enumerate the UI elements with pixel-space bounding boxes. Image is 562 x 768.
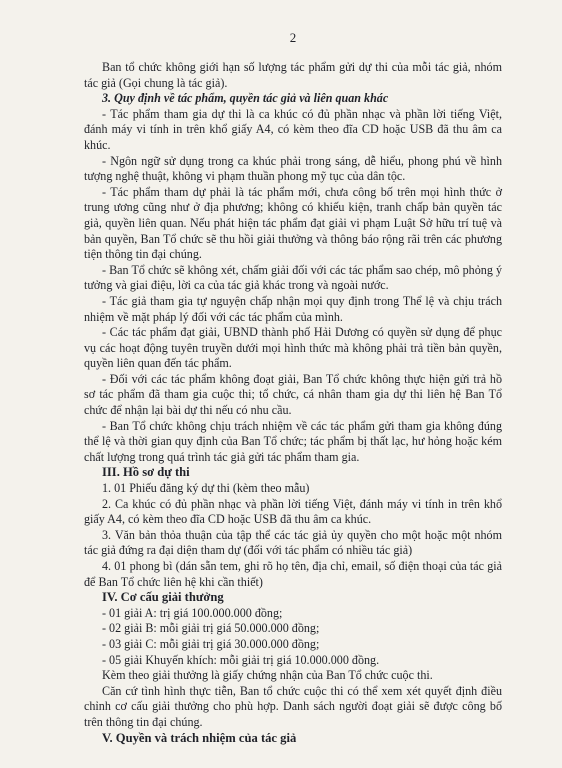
paragraph: - Tác phẩm tham gia dự thi là ca khúc có đủ phần nhạc và phần lời tiếng Việt, đánh máy vi tính in trên khổ giấy A4, có kèm theo đĩa CD hoặc USB đã thu âm ca khúc.: [84, 106, 502, 152]
paragraph: - Tác phẩm tham dự phải là tác phẩm mới, chưa công bố trên mọi hình thức ở trung ương cũng như ở địa phương; không có khiếu kiện, tranh chấp bản quyền tác giả, quyền liên quan. Nếu phát hiện tác phẩm đạt giải vi phạm Luật Sở hữu trí tuệ và bản quyền, Ban Tổ chức sẽ thu hồi giải thưởng và thông báo rộng rãi trên các phương tiện thông tin đại chúng.: [84, 184, 502, 262]
paragraph: 3. Văn bản thỏa thuận của tập thể các tác giả ủy quyền cho một hoặc một nhóm tác giả đứng ra đại diện tham dự (đối với tác phẩm có nhiều tác giả): [84, 527, 502, 558]
paragraph: - Đối với các tác phẩm không đoạt giải, Ban Tổ chức không thực hiện gửi trả hồ sơ tác phẩm đã tham gia cuộc thi; tổ chức, cá nhân tham gia dự thi liên hệ Ban Tổ chức để nhận lại bài dự thi nếu có nhu cầu.: [84, 371, 502, 418]
paragraph: Căn cứ tình hình thực tiễn, Ban tổ chức cuộc thi có thể xem xét quyết định điều chỉnh cơ cấu giải thưởng cho phù hợp. Danh sách người đoạt giải sẽ được công bố trên thông tin đại chúng.: [84, 683, 502, 729]
list-item: - 02 giải B: mỗi giải trị giá 50.000.000 đồng;: [102, 621, 320, 636]
paragraph: 4. 01 phong bì (dán sẵn tem, ghi rõ họ tên, địa chỉ, email, số điện thoại của tác giả để Ban Tổ chức liên hệ khi cần thiết): [84, 559, 502, 589]
list-item: - 01 giải A: trị giá 100.000.000 đồng;: [102, 605, 283, 620]
subsection-heading: 3. Quy định về tác phẩm, quyền tác giả và liên quan khác: [102, 91, 389, 106]
paragraph: - Tác giả tham gia tự nguyện chấp nhận mọi quy định trong Thể lệ và chịu trách nhiệm về mặt pháp lý đối với các tác phẩm của mình.: [84, 293, 502, 324]
paragraph: - Ban Tổ chức sẽ không xét, chấm giải đối với các tác phẩm sao chép, mô phỏng ý tưởng và giai điệu, lời ca của tác giả khác trong và ngoài nước.: [84, 262, 502, 293]
paragraph: Ban tổ chức không giới hạn số lượng tác phẩm gửi dự thi của mỗi tác giả, nhóm tác giả (Gọi chung là tác giả).: [84, 60, 502, 90]
list-item: - 05 giải Khuyến khích: mỗi giải trị giá 10.000.000 đồng.: [102, 652, 380, 667]
section-heading: V. Quyền và trách nhiệm của tác giả: [102, 730, 297, 745]
document-body: [84, 60, 502, 746]
section-heading: IV. Cơ cấu giải thưởng: [102, 590, 224, 605]
section-heading: III. Hồ sơ dự thi: [102, 465, 190, 480]
paragraph: 2. Ca khúc có đủ phần nhạc và phần lời tiếng Việt, đánh máy vi tính in trên khổ giấy A4, có kèm theo đĩa CD hoặc USB đã thu âm ca khúc.: [84, 496, 502, 527]
paragraph: - Ban Tổ chức không chịu trách nhiệm về các tác phẩm gửi tham gia không đúng thể lệ và thời gian quy định của Ban Tổ chức; tác phẩm bị thất lạc, hư hỏng hoặc kém chất lượng trong quá trình tác giả gửi tác phẩm tham gia.: [84, 418, 502, 464]
list-item: - 03 giải C: mỗi giải trị giá 30.000.000 đồng;: [102, 636, 320, 651]
page-number: 2: [289, 30, 297, 45]
paragraph: - Các tác phẩm đạt giải, UBND thành phố Hải Dương có quyền sử dụng để phục vụ các hoạt động tuyên truyền dưới mọi hình thức mà không phải trả tiền bản quyền, quyền liên quan đến tác phẩm.: [84, 325, 502, 371]
paragraph: 1. 01 Phiếu đăng ký dự thi (kèm theo mẫu): [102, 481, 310, 496]
paragraph: Kèm theo giải thưởng là giấy chứng nhận của Ban Tổ chức cuộc thi.: [102, 668, 433, 683]
paragraph: - Ngôn ngữ sử dụng trong ca khúc phải trong sáng, dễ hiểu, phong phú về hình tượng nghệ thuật, không vi phạm thuần phong mỹ tục của dân tộc.: [84, 153, 502, 184]
